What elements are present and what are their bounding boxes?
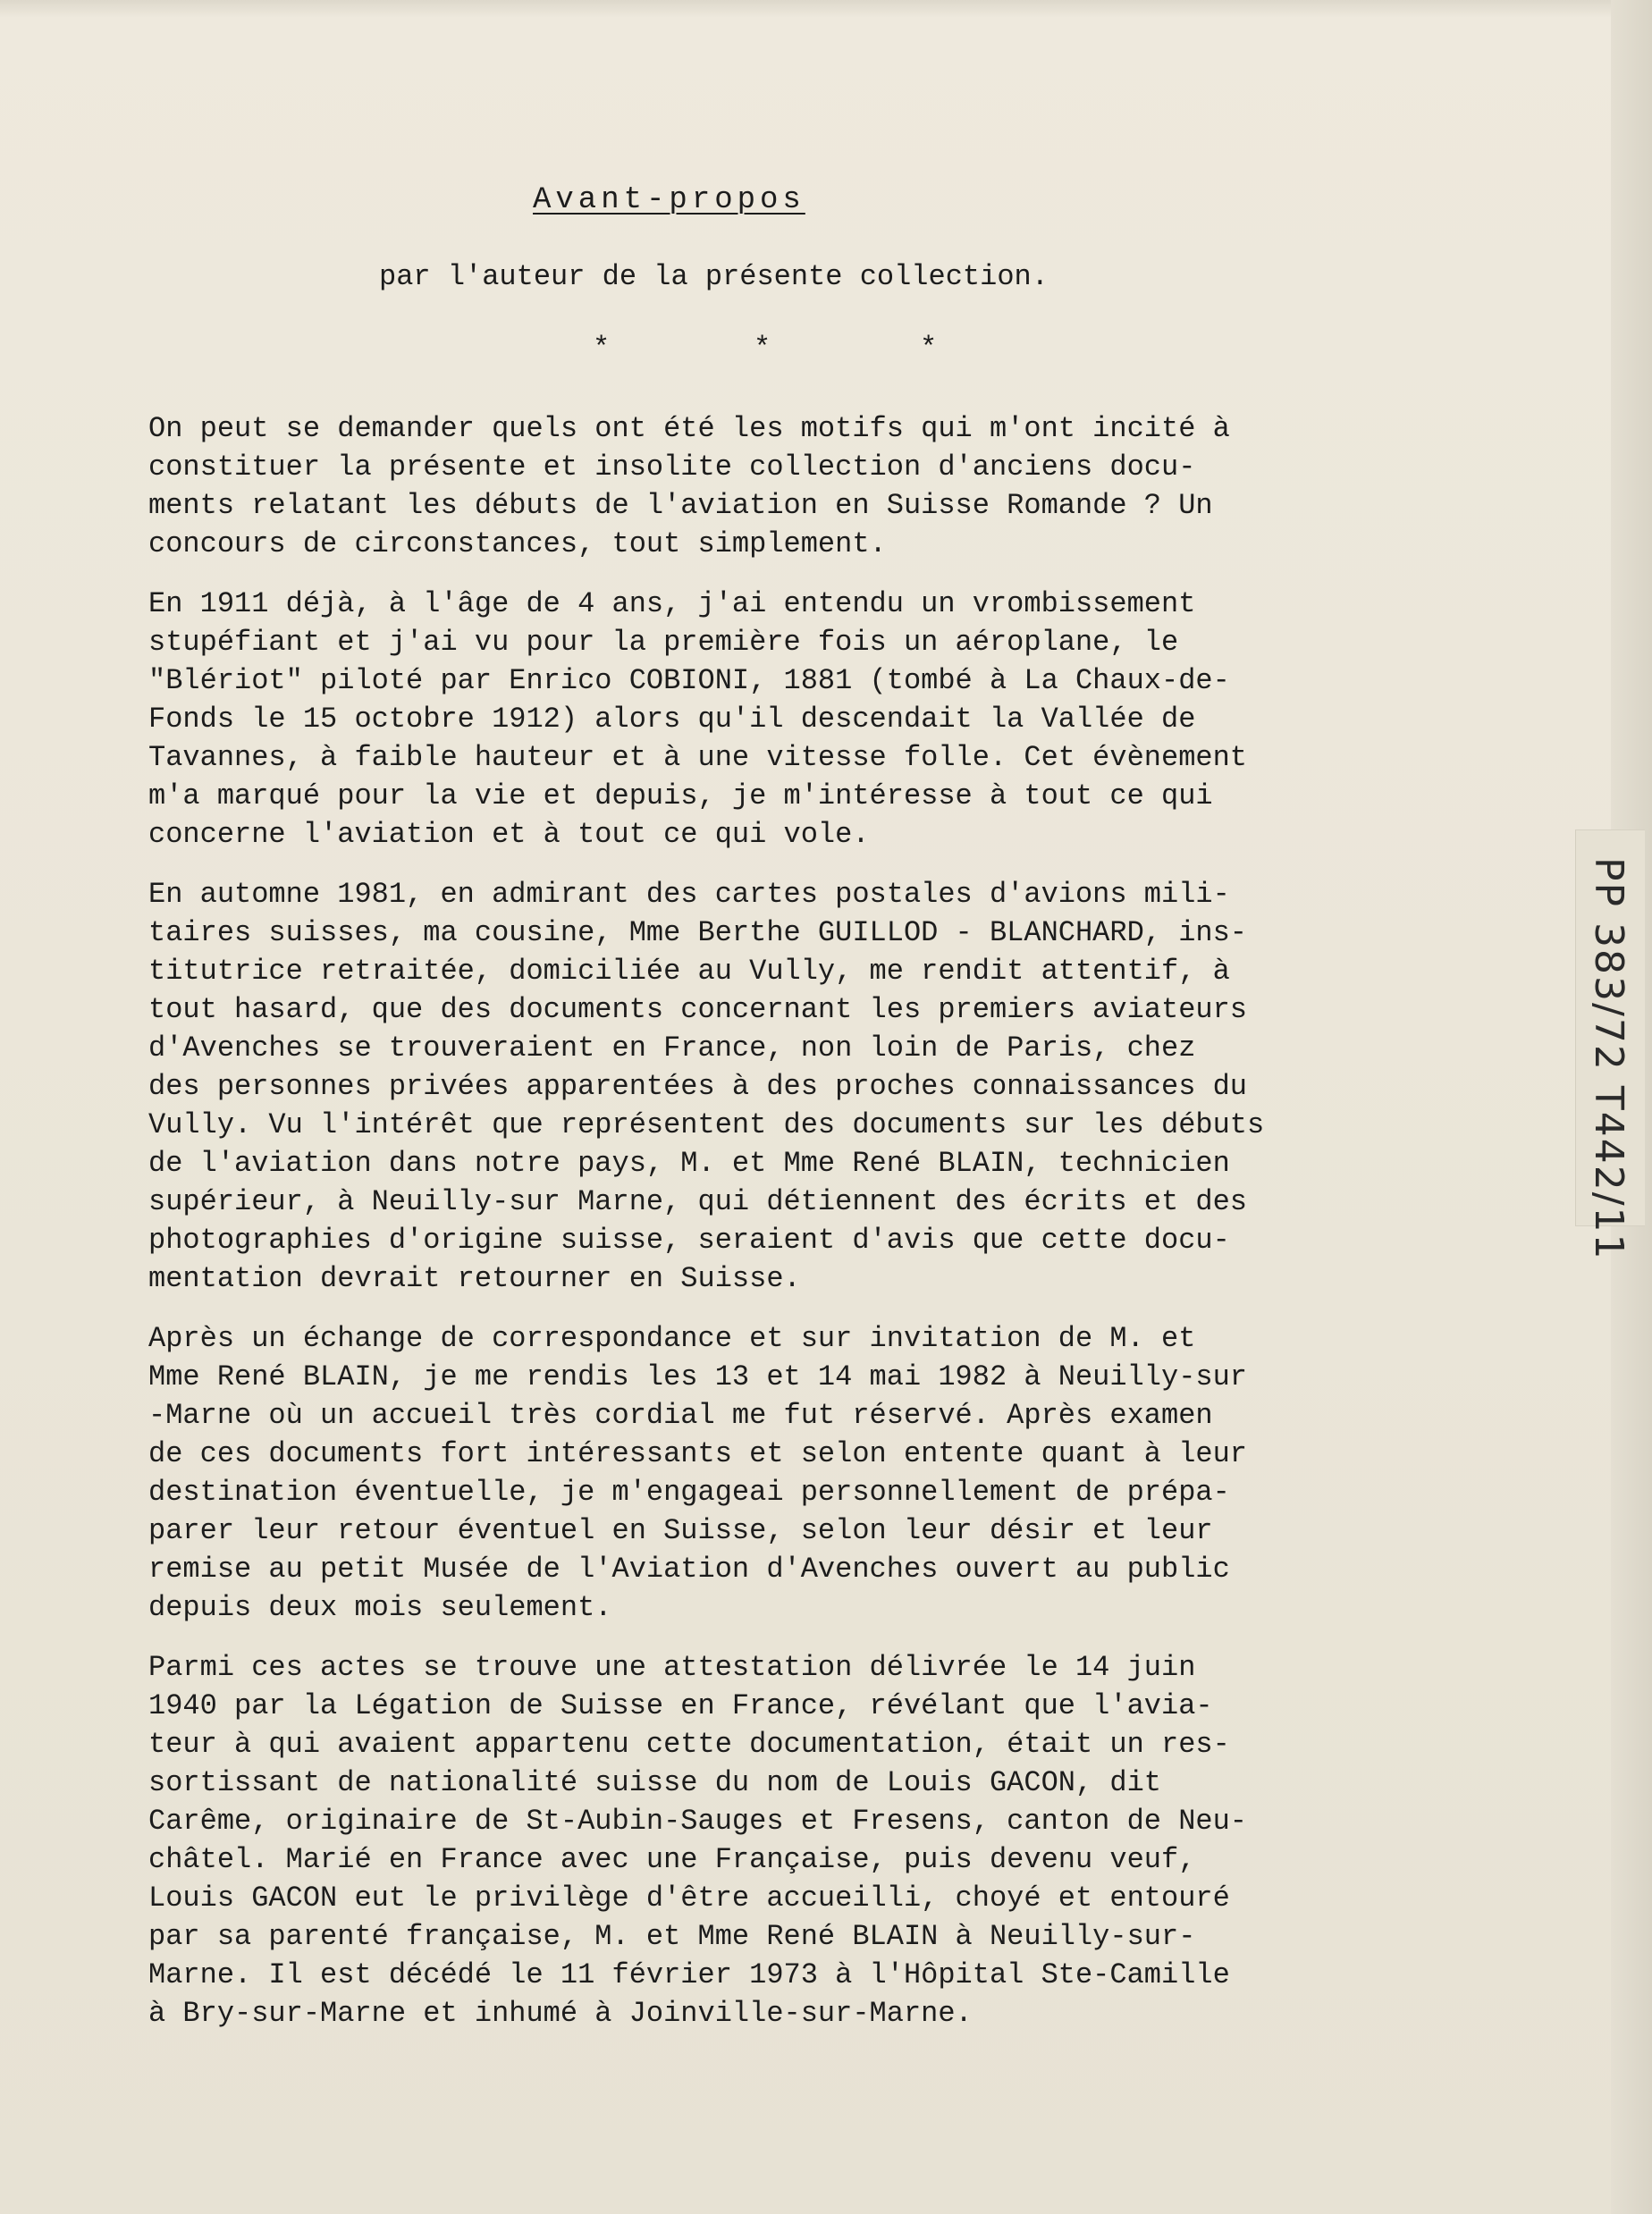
paragraph-4 (148, 1319, 1427, 1627)
text-line: de ces documents fort intéressants et selon entente quant à leur (148, 1437, 1247, 1470)
text-line: concerne l'aviation et à tout ce qui vole. (148, 818, 870, 851)
text-line: Fonds le 15 octobre 1912) alors qu'il descendait la Vallée de (148, 703, 1196, 736)
text-line: Tavannes, à faible hauteur et à une vitesse folle. Cet évènement (148, 741, 1247, 774)
paragraph-2 (148, 585, 1427, 854)
text-line: photographies d'origine suisse, seraient d'avis que cette docu- (148, 1224, 1230, 1257)
text-line: de l'aviation dans notre pays, M. et Mme René BLAIN, technicien (148, 1147, 1230, 1180)
text-line: par sa parenté française, M. et Mme René BLAIN à Neuilly-sur- (148, 1920, 1196, 1953)
body-text (148, 409, 1427, 2054)
text-line: des personnes privées apparentées à des proches connaissances du (148, 1070, 1247, 1103)
paragraph-5 (148, 1648, 1427, 2033)
archive-call-number: PP 383/72 T442/11 (1586, 857, 1631, 1261)
text-line: Carême, originaire de St-Aubin-Sauges et Fresens, canton de Neu- (148, 1805, 1247, 1838)
text-line: remise au petit Musée de l'Aviation d'Avenches ouvert au public (148, 1553, 1230, 1586)
text-line: taires suisses, ma cousine, Mme Berthe GUILLOD - BLANCHARD, ins- (148, 916, 1247, 949)
text-line: En automne 1981, en admirant des cartes postales d'avions mili- (148, 878, 1230, 911)
separator-star: * (593, 332, 611, 365)
text-line: depuis deux mois seulement. (148, 1591, 612, 1624)
text-line: d'Avenches se trouveraient en France, non loin de Paris, chez (148, 1031, 1196, 1065)
text-line: Louis GACON eut le privilège d'être accueilli, choyé et entouré (148, 1881, 1230, 1915)
separator-star: * (920, 332, 938, 365)
text-line: 1940 par la Légation de Suisse en France, révélant que l'avia- (148, 1689, 1213, 1722)
text-line: Après un échange de correspondance et sur invitation de M. et (148, 1322, 1196, 1355)
text-line: parer leur retour éventuel en Suisse, selon leur désir et leur (148, 1514, 1213, 1547)
text-line: m'a marqué pour la vie et depuis, je m'intéresse à tout ce qui (148, 779, 1213, 812)
text-line: constituer la présente et insolite collection d'anciens docu- (148, 450, 1196, 484)
text-line: mentation devrait retourner en Suisse. (148, 1262, 801, 1295)
text-line: Mme René BLAIN, je me rendis les 13 et 14 mai 1982 à Neuilly-sur (148, 1360, 1247, 1393)
archive-label (1575, 829, 1645, 1261)
text-line: concours de circonstances, tout simplement. (148, 527, 887, 560)
paragraph-1 (148, 409, 1427, 563)
text-line: "Blériot" piloté par Enrico COBIONI, 1881 (tombé à La Chaux-de- (148, 664, 1230, 697)
separator-star: * (754, 332, 771, 365)
text-line: stupéfiant et j'ai vu pour la première fois un aéroplane, le (148, 626, 1179, 659)
text-line: Parmi ces actes se trouve une attestation délivrée le 14 juin (148, 1651, 1196, 1684)
text-line: En 1911 déjà, à l'âge de 4 ans, j'ai entendu un vrombissement (148, 587, 1196, 620)
text-line: sortissant de nationalité suisse du nom de Louis GACON, dit (148, 1766, 1161, 1799)
text-line: châtel. Marié en France avec une Française, puis devenu veuf, (148, 1843, 1196, 1876)
text-line: -Marne où un accueil très cordial me fut réservé. Après examen (148, 1399, 1213, 1432)
page-title: Avant-propos (533, 183, 805, 217)
text-line: destination éventuelle, je m'engageai personnellement de prépa- (148, 1476, 1230, 1509)
text-line: Marne. Il est décédé le 11 février 1973 à l'Hôpital Ste-Camille (148, 1958, 1230, 1991)
text-line: titutrice retraitée, domiciliée au Vully, me rendit attentif, à (148, 955, 1230, 988)
text-line: On peut se demander quels ont été les motifs qui m'ont incité à (148, 412, 1230, 445)
text-line: tout hasard, que des documents concernant les premiers aviateurs (148, 993, 1247, 1026)
text-line: ments relatant les débuts de l'aviation en Suisse Romande ? Un (148, 489, 1213, 522)
text-line: Vully. Vu l'intérêt que représentent des documents sur les débuts (148, 1108, 1265, 1141)
page-top-edge (0, 0, 1652, 18)
text-line: supérieur, à Neuilly-sur Marne, qui détiennent des écrits et des (148, 1185, 1247, 1218)
paragraph-3 (148, 875, 1427, 1298)
page-subtitle: par l'auteur de la présente collection. (379, 260, 1049, 293)
separator-stars (0, 331, 1652, 366)
text-line: teur à qui avaient appartenu cette documentation, était un res- (148, 1728, 1230, 1761)
text-line: à Bry-sur-Marne et inhumé à Joinville-sur-Marne. (148, 1997, 973, 2030)
